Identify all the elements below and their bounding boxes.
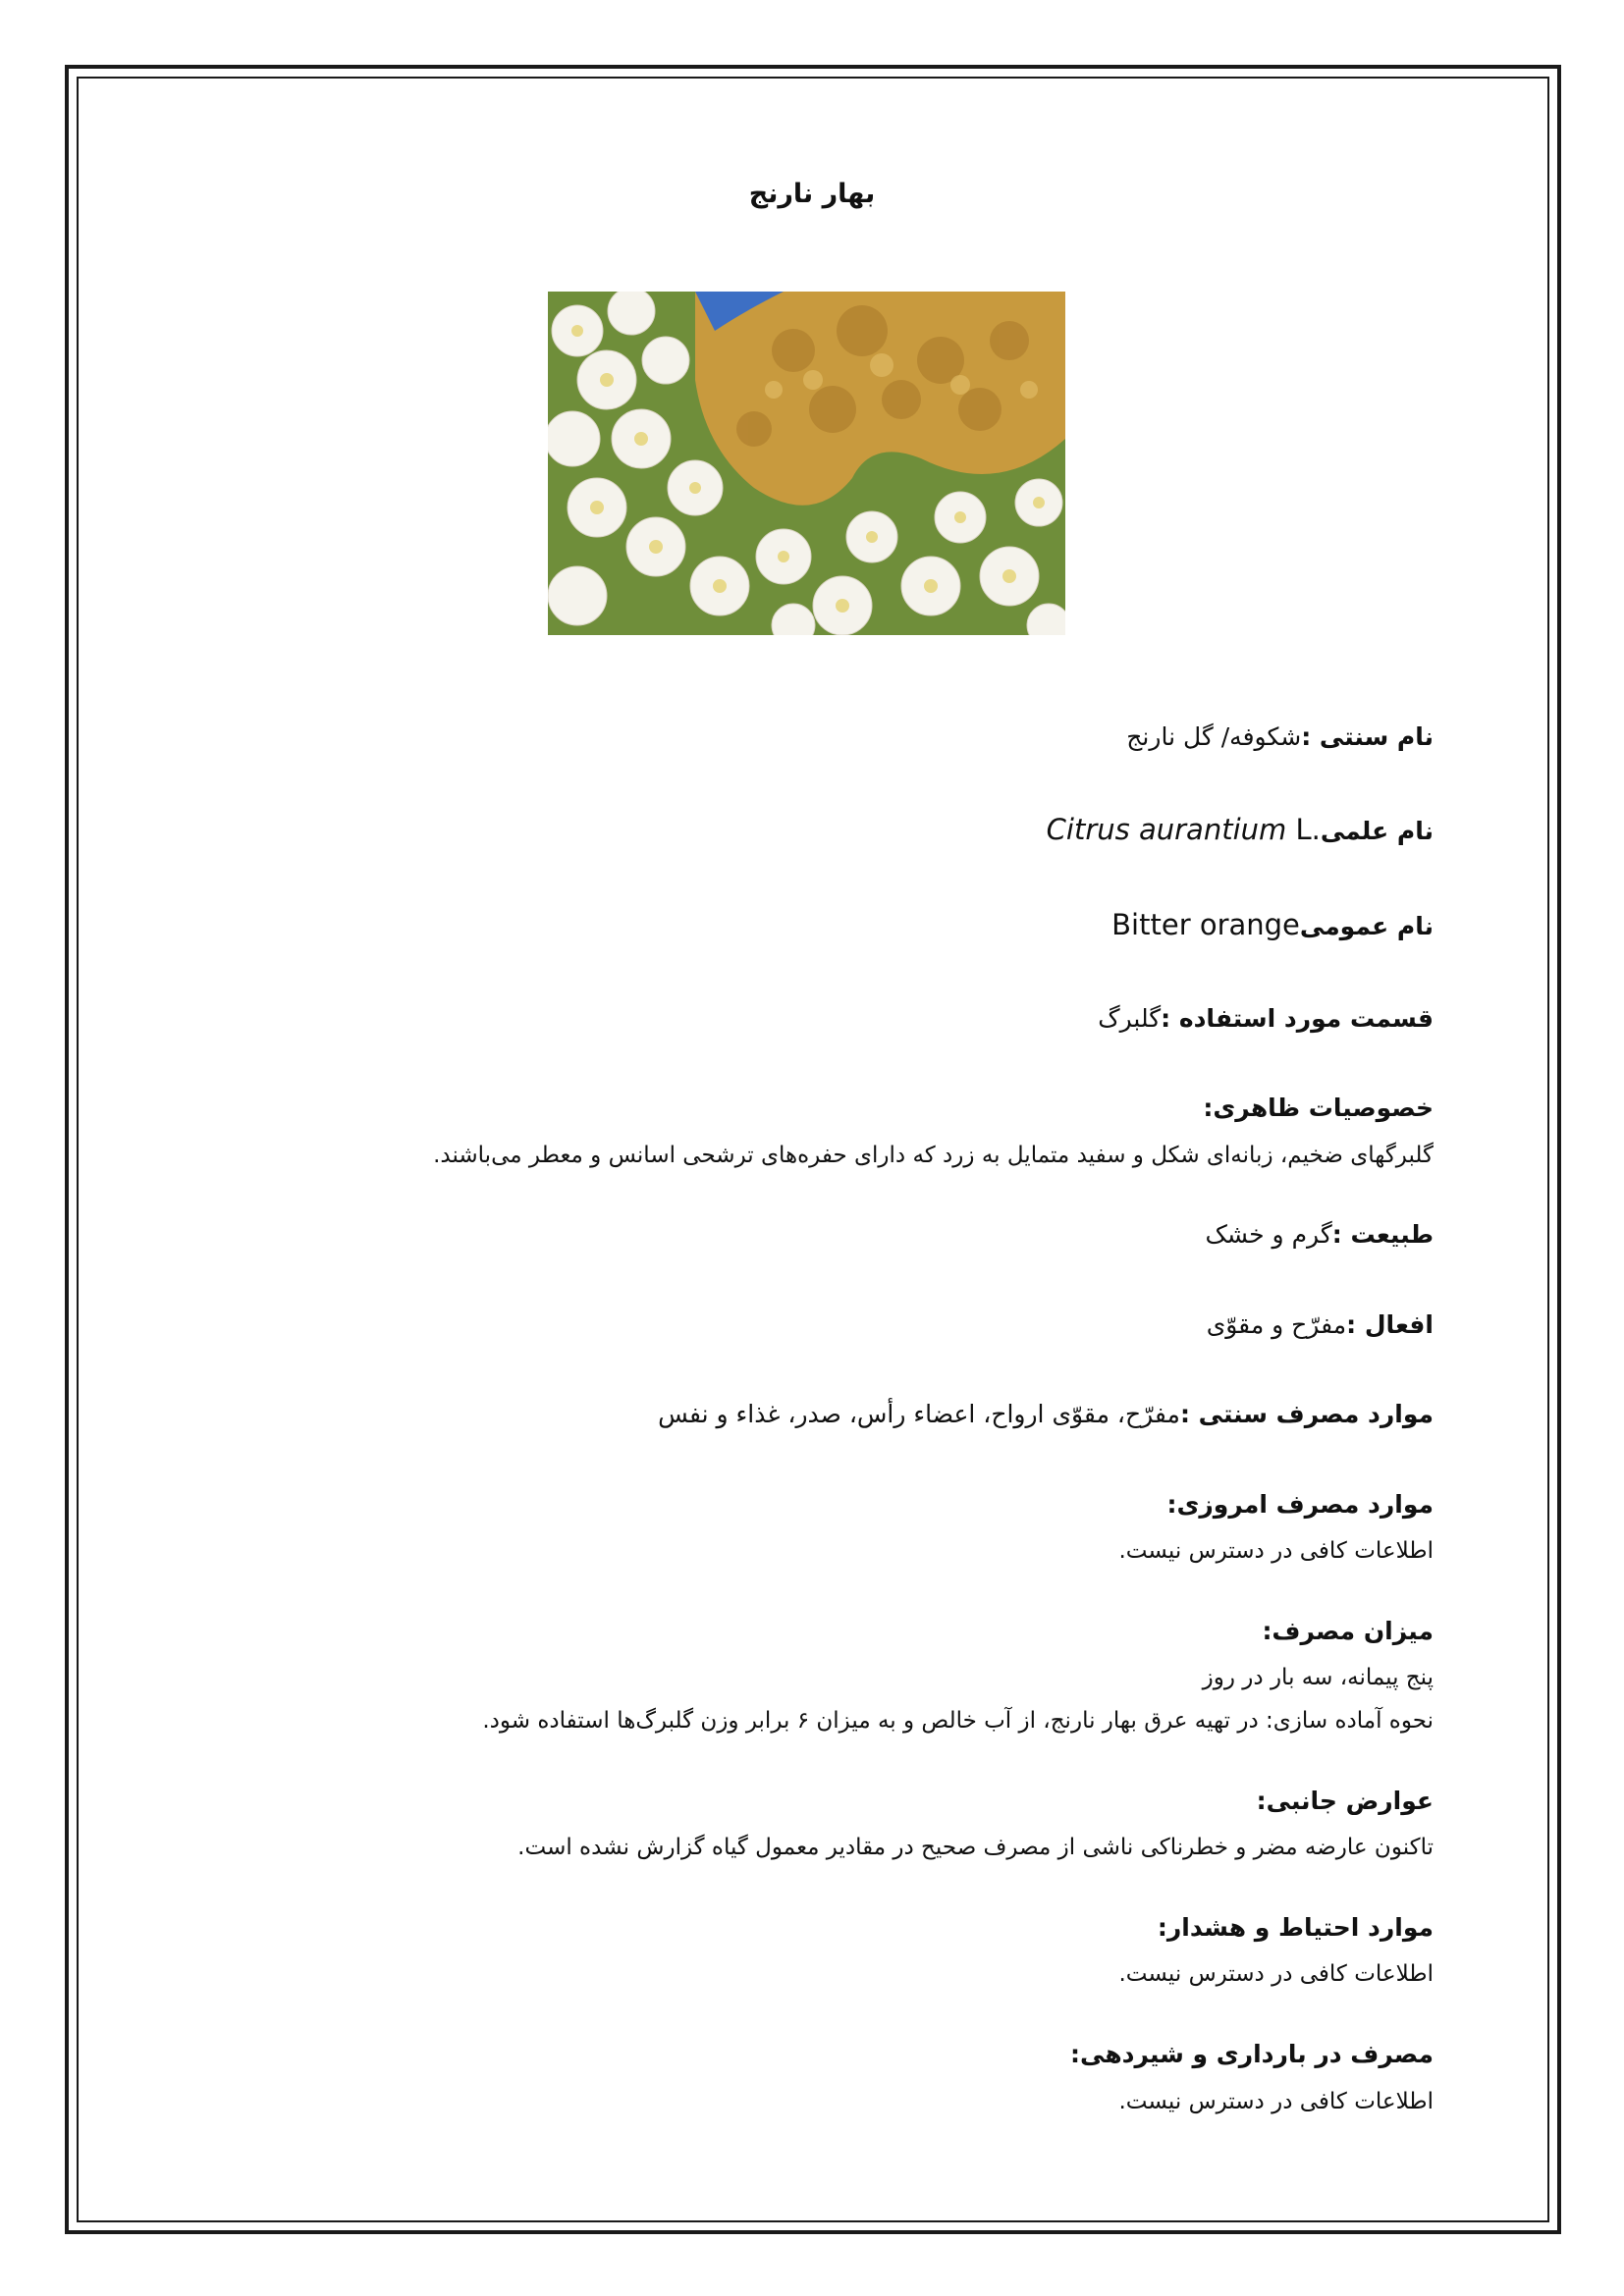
section-appearance (353, 1090, 1434, 1177)
row-common-name (353, 904, 1434, 947)
row-traditional-name (353, 719, 1434, 756)
section-pregnancy (353, 2036, 1434, 2123)
label: افعال (1364, 1309, 1434, 1339)
value: مفرّح و مقوّی (1206, 1309, 1347, 1339)
label: نام سنتی (1319, 722, 1434, 751)
section-heading: موارد مصرف امروزی: (1166, 1489, 1434, 1519)
label-sep: : (1301, 722, 1320, 751)
label-sep: : (1161, 1003, 1179, 1033)
latin-value (1047, 813, 1321, 846)
label: نام علمی (1320, 816, 1434, 845)
section-heading: موارد احتیاط و هشدار: (1157, 1912, 1434, 1942)
section-line: اطلاعات کافی در دسترس نیست. (1118, 2088, 1434, 2114)
label-sep: : (1346, 1309, 1365, 1339)
latin-plain: Bitter orange (1111, 908, 1300, 941)
label-sep: : (1331, 1220, 1351, 1250)
content (353, 719, 1434, 2163)
value: گرم و خشک (1205, 1220, 1332, 1250)
section-heading: خصوصیات ظاهری: (1203, 1094, 1434, 1122)
label: طبیعت (1350, 1220, 1434, 1250)
section-line: پنج پیمانه، سه بار در روز (1202, 1665, 1434, 1691)
section-text: گلبرگهای ضخیم، زبانه‌ای شکل و سفید متمایل به زرد که دارای حفره‌های ترشحی اسانس و معطر می‌باشند. (433, 1142, 1434, 1168)
section-heading: میزان مصرف: (1262, 1616, 1434, 1645)
section-heading: مصرف در بارداری و شیردهی: (1070, 2040, 1434, 2069)
section-line: تاکنون عارضه مضر و خطرناکی ناشی از مصرف صحیح در مقادیر معمول گیاه گزارش نشده است. (517, 1835, 1434, 1861)
row-nature (353, 1216, 1434, 1254)
section-side-effects (353, 1783, 1434, 1870)
value: شکوفه/ گل نارنج (1126, 722, 1302, 751)
section-line: اطلاعات کافی در دسترس نیست. (1118, 1538, 1434, 1565)
section-heading: عوارض جانبی: (1256, 1786, 1434, 1815)
section-modern-uses (353, 1486, 1434, 1574)
orange-blossom-photo (548, 292, 1065, 635)
page-title: بهار نارنج (748, 179, 876, 209)
row-actions (353, 1307, 1434, 1344)
value: مفرّح، مقوّی ارواح، اعضاء رأس، صدر، غذاء و نفس (658, 1400, 1180, 1429)
section-warnings (353, 1909, 1434, 1997)
row-scientific-name (353, 809, 1434, 852)
row-part-used (353, 1000, 1434, 1038)
section-line: نحوه آماده سازی: در تهیه عرق بهار نارنج، از آب خالص و به میزان ۶ برابر وزن گلبرگ‌ها استفاده شود. (482, 1708, 1434, 1735)
latin-italic: Citrus aurantium (1046, 812, 1287, 846)
latin-plain: L. (1286, 812, 1321, 846)
section-line: اطلاعات کافی در دسترس نیست. (1118, 1961, 1434, 1988)
row-traditional-uses (353, 1396, 1434, 1433)
value: گلبرگ (1098, 1003, 1162, 1033)
section-dosage (353, 1613, 1434, 1743)
label: قسمت مورد استفاده (1178, 1003, 1434, 1033)
label: موارد مصرف سنتی (1198, 1400, 1434, 1429)
label-sep: : (1179, 1400, 1199, 1429)
label: نام عمومی (1299, 912, 1434, 940)
